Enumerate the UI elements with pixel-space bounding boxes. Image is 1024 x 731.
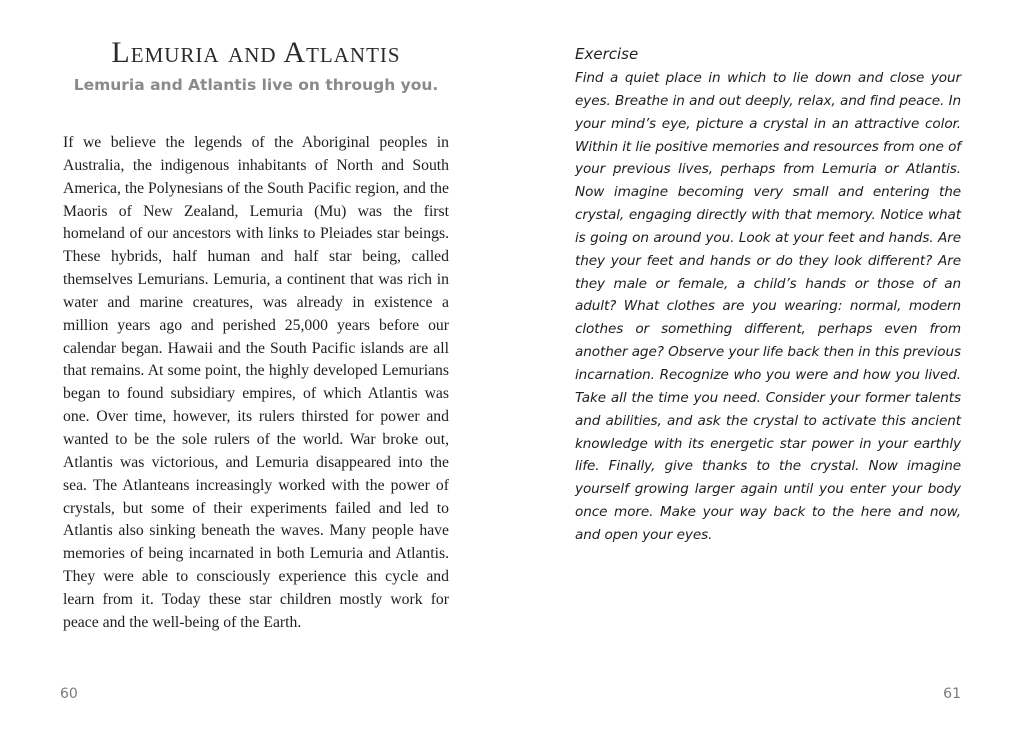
right-page (512, 0, 1024, 731)
chapter-title: Lemuria and Atlantis (111, 36, 401, 69)
chapter-subtitle: Lemuria and Atlantis live on through you. (73, 76, 439, 94)
page-number-right: 61 (943, 686, 961, 702)
body-paragraph: If we believe the legends of the Aboriginal peoples in Australia, the indigenous inhabitants of North and South America, the Polynesians of the South Pacific region, and the Maoris of New Zealand, Lemuria (Mu) was the first homeland of our ancestors with links to Pleiades star beings. These hybrids, half human and half star being, called themselves Lemurians. Lemuria, a continent that was rich in water and marine creatures, was already in existence a million years ago and perished 25,000 years before our calendar began. Hawaii and the South Pacific islands are all that remains. At some point, the highly developed Lemurians began to found subsidiary empires, of which Atlantis was one. Over time, however, its rulers thirsted for power and wanted to be the sole rulers of the world. War broke out, Atlantis was victorious, and Lemuria disappeared into the sea. The Atlanteans increasingly worked with the power of crystals, but some of their experiments failed and led to Atlantis also sinking beneath the waves. Many people have memories of being incarnated in both Lemuria and Atlantis. They were able to consciously experience this cycle and learn from it. Today these star children mostly work for peace and the well-being of the Earth. (63, 134, 449, 631)
exercise-paragraph: Find a quiet place in which to lie down and close your eyes. Breathe in and out deeply, relax, and find peace. In your mind’s eye, picture a crystal in an attractive color. Within it lie positive memories and resources from one of your previous lives, perhaps from Lemuria or Atlantis. Now imagine becoming very small and entering the crystal, engaging directly with that memory. Notice what is going on around you. Look at your feet and hands. Are they your feet and hands or do they look different? Are they male or female, a child’s hands or those of an adult? What clothes are you wearing: normal, modern clothes or something different, perhaps even from another age? Observe your life back then in this previous incarnation. Recognize who you were and how you lived. Take all the time you need. Consider your former talents and abilities, and ask the crystal to activate this ancient knowledge with its energetic star power in your earthly life. Finally, give thanks to the crystal. Now imagine yourself growing larger again until you enter your body once more. Make your way back to the here and now, and open your eyes. (575, 70, 961, 543)
page-number-left: 60 (60, 686, 78, 702)
exercise-heading: Exercise (575, 45, 639, 63)
